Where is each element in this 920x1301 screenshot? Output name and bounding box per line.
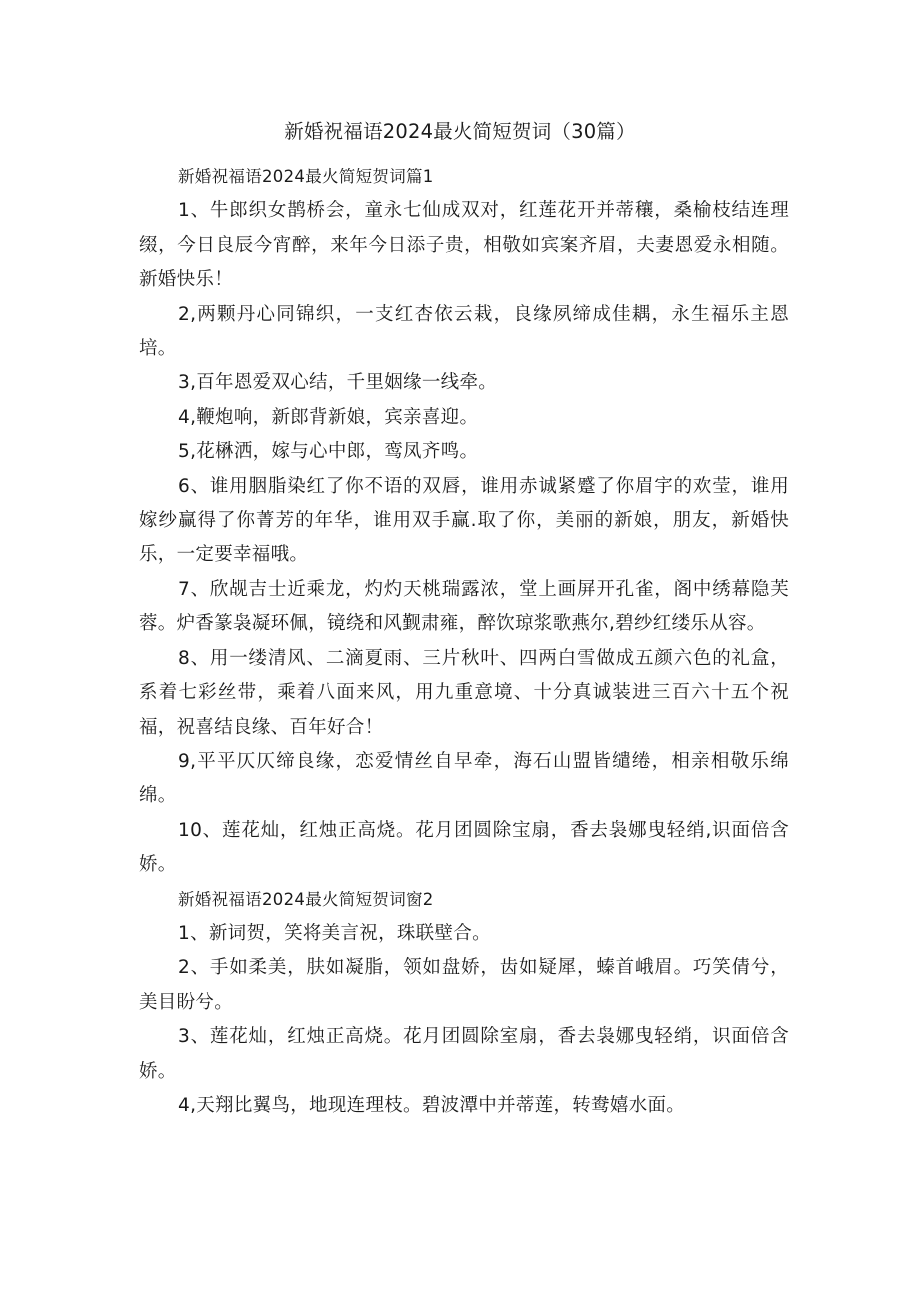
section-heading: 新婚祝福语2024最火简短贺词篇1 (178, 167, 434, 186)
blessing-paragraph: 9,平平仄仄缔良缘，恋爱情丝自早牵，海石山盟皆缱绻，相亲相敬乐绵绵。 (139, 750, 789, 807)
section-heading: 新婚祝福语2024最火简短贺词窗2 (178, 889, 434, 909)
document-body (139, 160, 789, 1123)
blessing-paragraph: 6、谁用胭脂染红了你不语的双唇，谁用赤诚紧蹙了你眉宇的欢莹，谁用嫁纱赢得了你菁芳的年华，谁用双手赢.取了你，美丽的新娘，朋友，新婚快乐，一定要幸福哦。 (139, 475, 789, 566)
blessing-paragraph: 8、用一缕清风、二滴夏雨、三片秋叶、四两白雪做成五颜六色的礼盒，系着七彩丝带，乘着八面来风，用九重意境、十分真诚装进三百六十五个祝福，祝喜结良缘、百年好合！ (139, 647, 789, 738)
blessing-paragraph: 10、莲花灿，红烛正高烧。花月团圆除宝扇，香去袅娜曳轻绡,识面倍含娇。 (139, 819, 789, 876)
blessing-paragraph: 2,两颗丹心同锦织，一支红杏依云栽，良缘夙缔成佳耦，永生福乐主恩培。 (139, 303, 789, 360)
blessing-paragraph: 5,花楙洒，嫁与心中郎，鸾凤齐鸣。 (178, 441, 479, 463)
blessing-paragraph: 7、欣觇吉士近乘龙，灼灼天桃瑞露浓，堂上画屏开孔雀，阁中绣幕隐芙蓉。炉香篆袅凝环佩，镜绕和风觐肃雍，醉饮琼浆歌燕尔,碧纱红缕乐从容。 (139, 578, 789, 635)
blessing-paragraph: 4,天翔比翼鸟，地现连理枝。碧波潭中并蒂莲，转鸯嬉水面。 (178, 1094, 686, 1116)
blessing-paragraph: 3、莲花灿，红烛正高烧。花月团圆除室扇，香去袅娜曳轻绡，识面倍含娇。 (139, 1026, 789, 1082)
document-title: 新婚祝福语2024最火简短贺词（30篇） (284, 120, 636, 143)
blessing-paragraph: 3,百年恩爱双心结，千里姻缘一线牵。 (178, 372, 498, 394)
blessing-paragraph: 4,鞭炮响，新郎背新娘，宾亲喜迎。 (178, 406, 479, 428)
blessing-paragraph: 1、新词贺，笑将美言祝，珠联壁合。 (178, 922, 491, 944)
blessing-paragraph: 1、牛郎织女鹊桥会，童永七仙成双对，红莲花开并蒂穰，桑榆枝结连理缀，今日良辰今宵醉，来年今日添子贵，相敬如宾案齐眉，夫妻恩爱永相随。新婚快乐！ (139, 200, 789, 291)
blessing-paragraph: 2、手如柔美，肤如凝脂，领如盘娇，齿如疑犀，螓首峨眉。巧笑倩兮，美目盼兮。 (139, 957, 789, 1013)
